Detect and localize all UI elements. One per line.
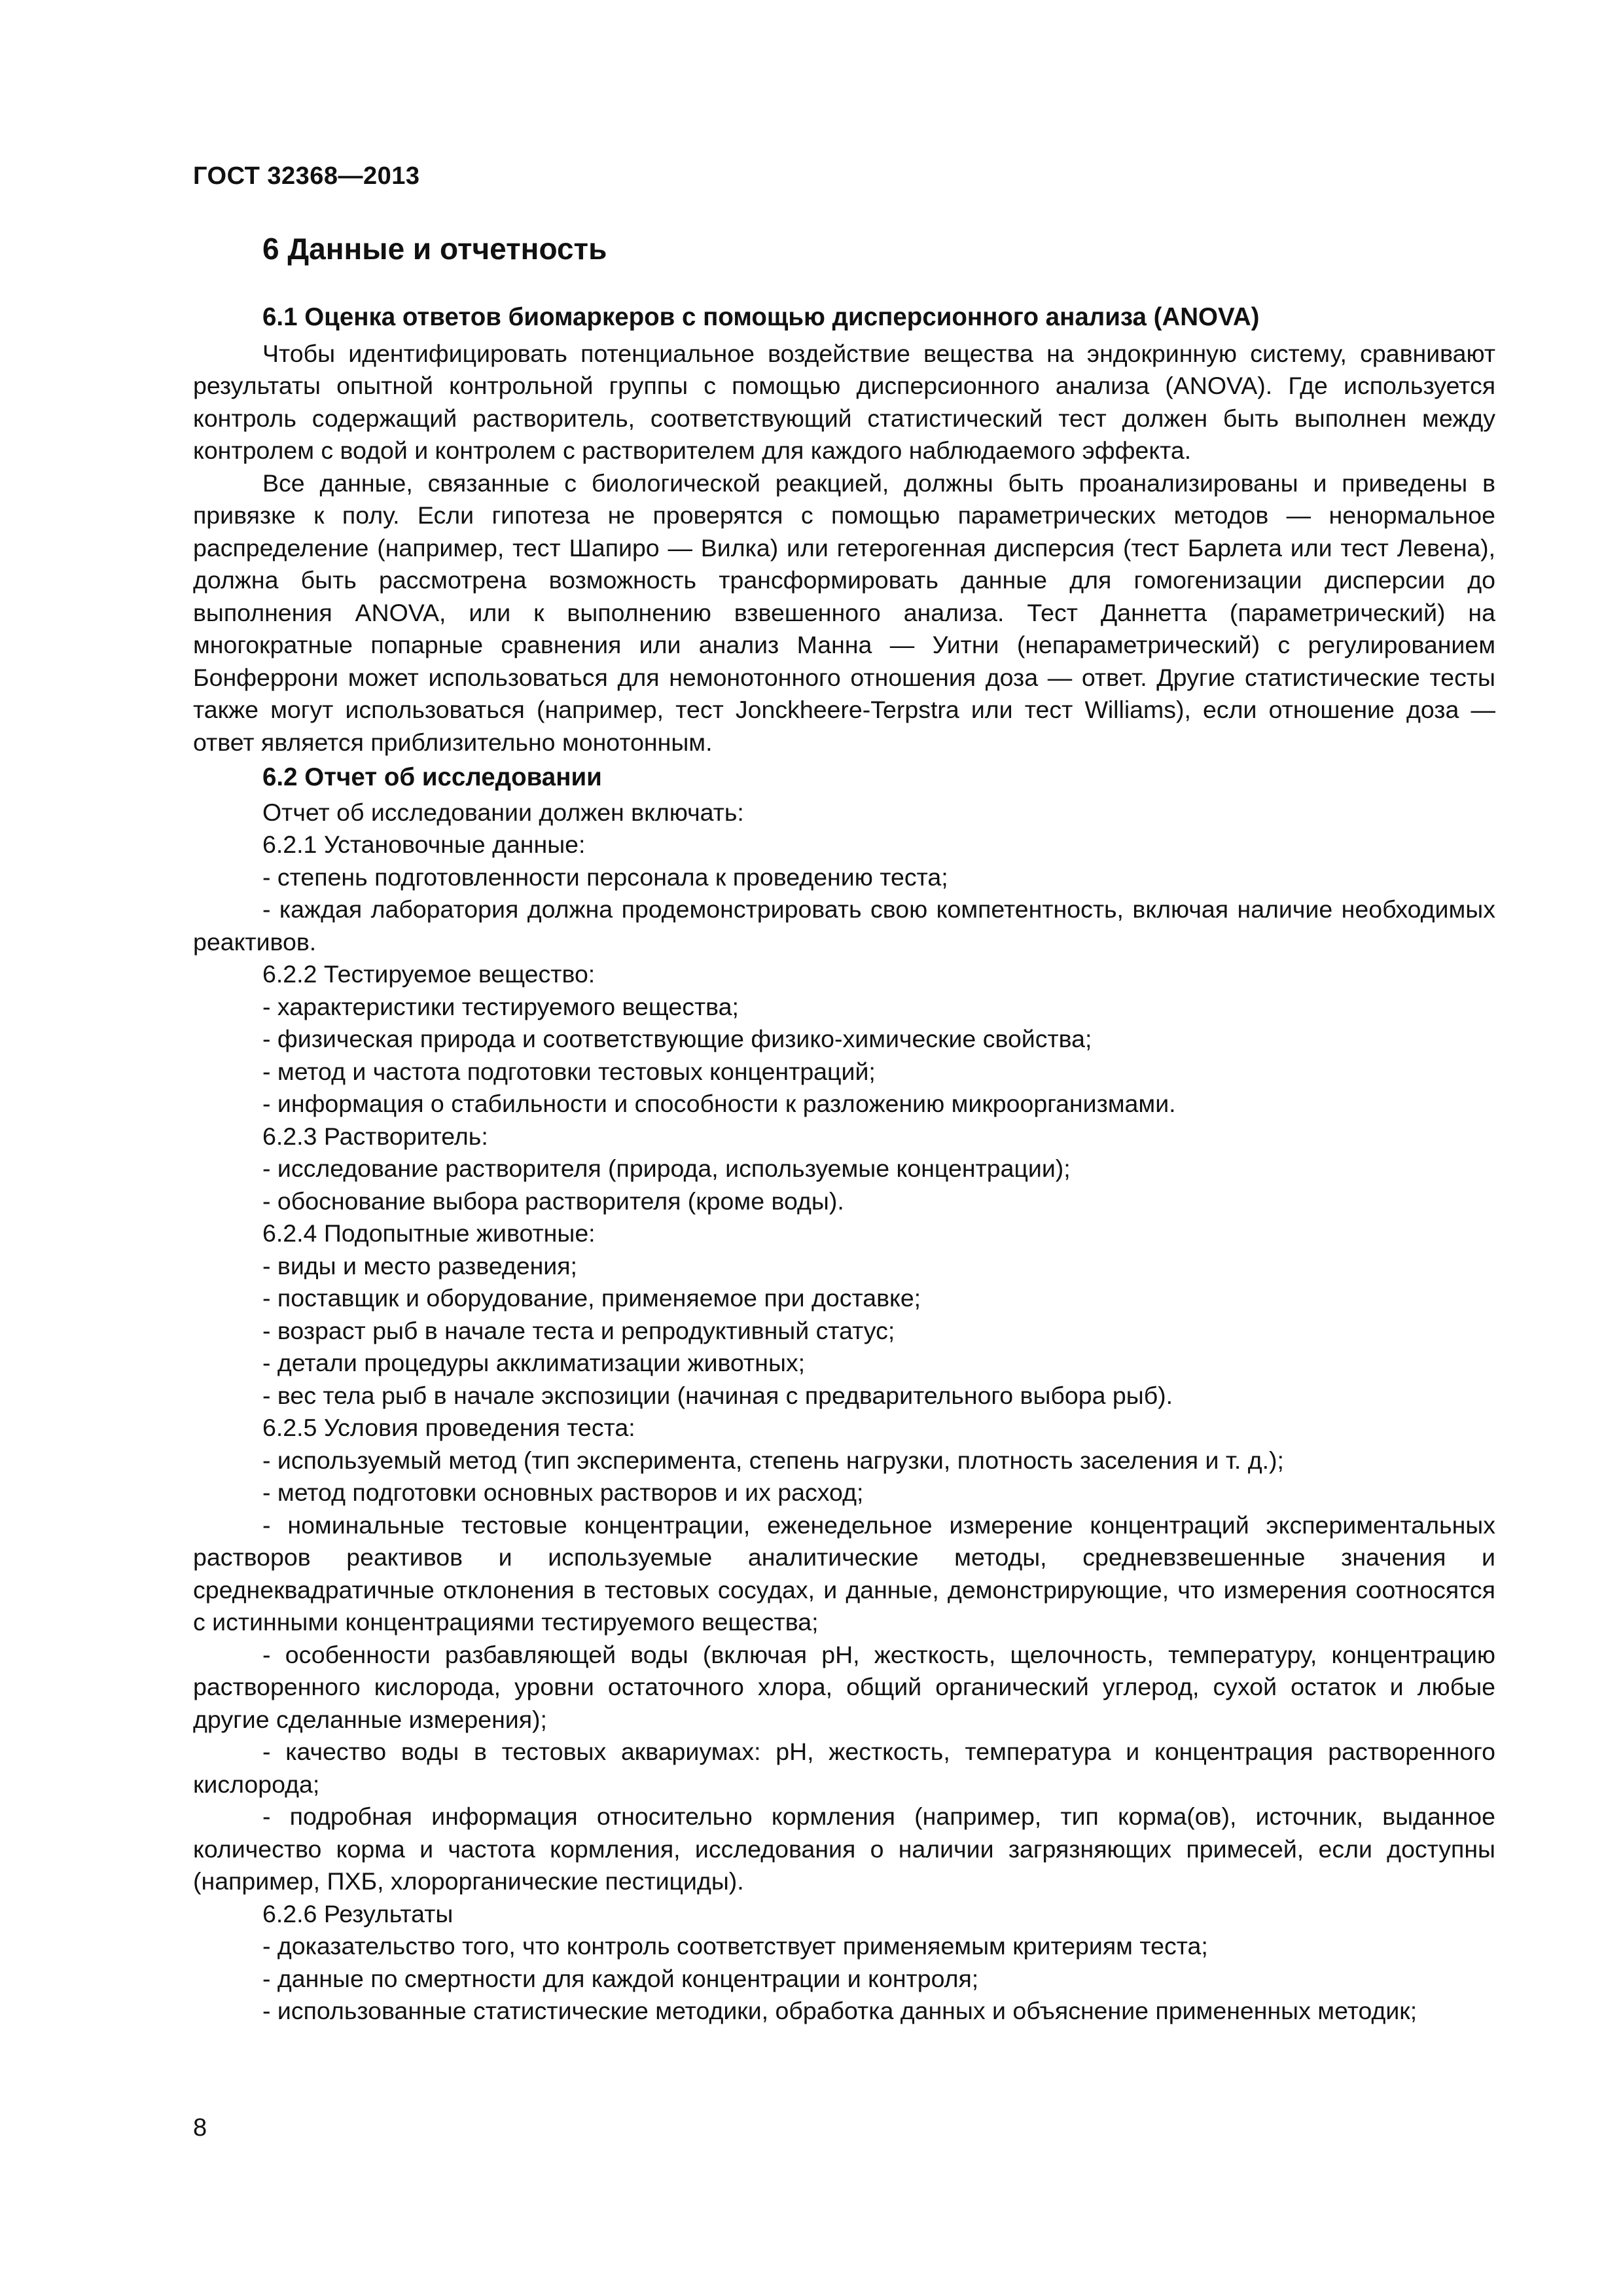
list-item: - качество воды в тестовых аквариумах: pH, жесткость, температура и концентрация растворенного кислорода; (193, 1738, 1495, 1798)
list-item: - физическая природа и соответствующие физико-химические свойства; (262, 1025, 1092, 1052)
section-title: 6 Данные и отчетность (262, 232, 607, 266)
list-item: - поставщик и оборудование, применяемое при доставке; (262, 1284, 921, 1312)
list-item: - исследование растворителя (природа, используемые концентрации); (262, 1155, 1071, 1182)
list-item: - метод и частота подготовки тестовых концентраций; (262, 1057, 876, 1085)
list-item: - использованные статистические методики, обработка данных и объяснение примененных методик; (262, 1997, 1418, 2024)
document-body (193, 229, 1495, 2028)
list-item: - информация о стабильности и способности к разложению микроорганизмами. (262, 1090, 1176, 1117)
list-item: - степень подготовленности персонала к проведению теста; (262, 863, 948, 891)
list-item: - обоснование выбора растворителя (кроме воды). (262, 1187, 844, 1215)
subsection-title-6-1: 6.1 Оценка ответов биомаркеров с помощью дисперсионного анализа (ANOVA) (262, 303, 1260, 331)
paragraph: Чтобы идентифицировать потенциальное воздействие вещества на эндокринную систему, сравнивают результаты опытной контрольной группы с помощью дисперсионного анализа (ANOVA). Где используется контроль содержащий растворитель, соответствующий статистический тест должен быть выполнен между контролем с водой и контролем с растворителем для каждого наблюдаемого эффекта. (193, 339, 1495, 464)
list-item: - используемый метод (тип эксперимента, степень нагрузки, плотность заселения и т. д.); (262, 1446, 1284, 1474)
list-item: - номинальные тестовые концентрации, еженедельное измерение концентраций экспериментальных растворов реактивов и используемые аналитические методы, средневзвешенные значения и среднеквадратичные отклонения в тестовых сосудах, и данные, демонстрирующие, что измерения соотносятся с истинными концентрациями тестируемого вещества; (193, 1511, 1495, 1636)
list-item: - характеристики тестируемого вещества; (262, 992, 739, 1020)
document-code: ГОСТ 32368—2013 (193, 162, 420, 190)
paragraph: Все данные, связанные с биологической реакцией, должны быть проанализированы и приведены в привязке к полу. Если гипотеза не проверятся с помощью параметрических методов — ненормальное распределение (например, тест Шапиро — Вилка) или гетерогенная дисперсия (тест Барлета или тест Левена), должна быть рассмотрена возможность трансформировать данные для гомогенизации дисперсии до выполнения ANOVA, или к выполнению взвешенного анализа. Тест Даннетта (параметрический) на многократные попарные сравнения или анализ Манна — Уитни (непараметрический) с регулированием Бонферрони может использоваться для немонотонного отношения доза — ответ. Другие статистические тесты также могут использоваться (например, тест Jonckheere-Terpstra или тест Williams), если отношение доза — ответ является приблизительно монотонным. (193, 469, 1495, 756)
list-item: - метод подготовки основных растворов и их расход; (262, 1479, 864, 1506)
clause-heading: 6.2.6 Результаты (262, 1899, 454, 1928)
clause-heading: 6.2.2 Тестируемое вещество: (262, 960, 596, 988)
clause-heading: 6.2.3 Растворитель: (262, 1122, 488, 1150)
clause-heading: 6.2.4 Подопытные животные: (262, 1219, 596, 1247)
list-item: - особенности разбавляющей воды (включая pH, жесткость, щелочность, температуру, концентрацию растворенного кислорода, уровни остаточного хлора, общий органический углерод, сухой остаток и любые другие сделанные измерения); (193, 1640, 1495, 1733)
subsection-title-6-2: 6.2 Отчет об исследовании (262, 763, 602, 791)
list-item: - каждая лаборатория должна продемонстрировать свою компетентность, включая наличие необходимых реактивов. (193, 895, 1495, 956)
clause-heading: 6.2.5 Условия проведения теста: (262, 1414, 635, 1441)
list-item: - подробная информация относительно кормления (например, тип корма(ов), источник, выданное количество корма и частота кормления, исследования о наличии загрязняющих примесей, если доступны (например, ПХБ, хлорорганические пестициды). (193, 1803, 1495, 1895)
paragraph: Отчет об исследовании должен включать: (262, 798, 744, 826)
clause-heading: 6.2.1 Установочные данные: (262, 831, 586, 858)
list-item: - возраст рыб в начале теста и репродуктивный статус; (262, 1316, 895, 1344)
list-item: - детали процедуры акклиматизации животных; (262, 1349, 806, 1376)
list-item: - данные по смертности для каждой концентрации и контроля; (262, 1964, 979, 1992)
list-item: - виды и место разведения; (262, 1251, 577, 1280)
page-number: 8 (193, 2114, 207, 2142)
list-item: - вес тела рыб в начале экспозиции (начиная с предварительного выбора рыб). (262, 1381, 1173, 1409)
list-item: - доказательство того, что контроль соответствует применяемым критериям теста; (262, 1932, 1208, 1960)
